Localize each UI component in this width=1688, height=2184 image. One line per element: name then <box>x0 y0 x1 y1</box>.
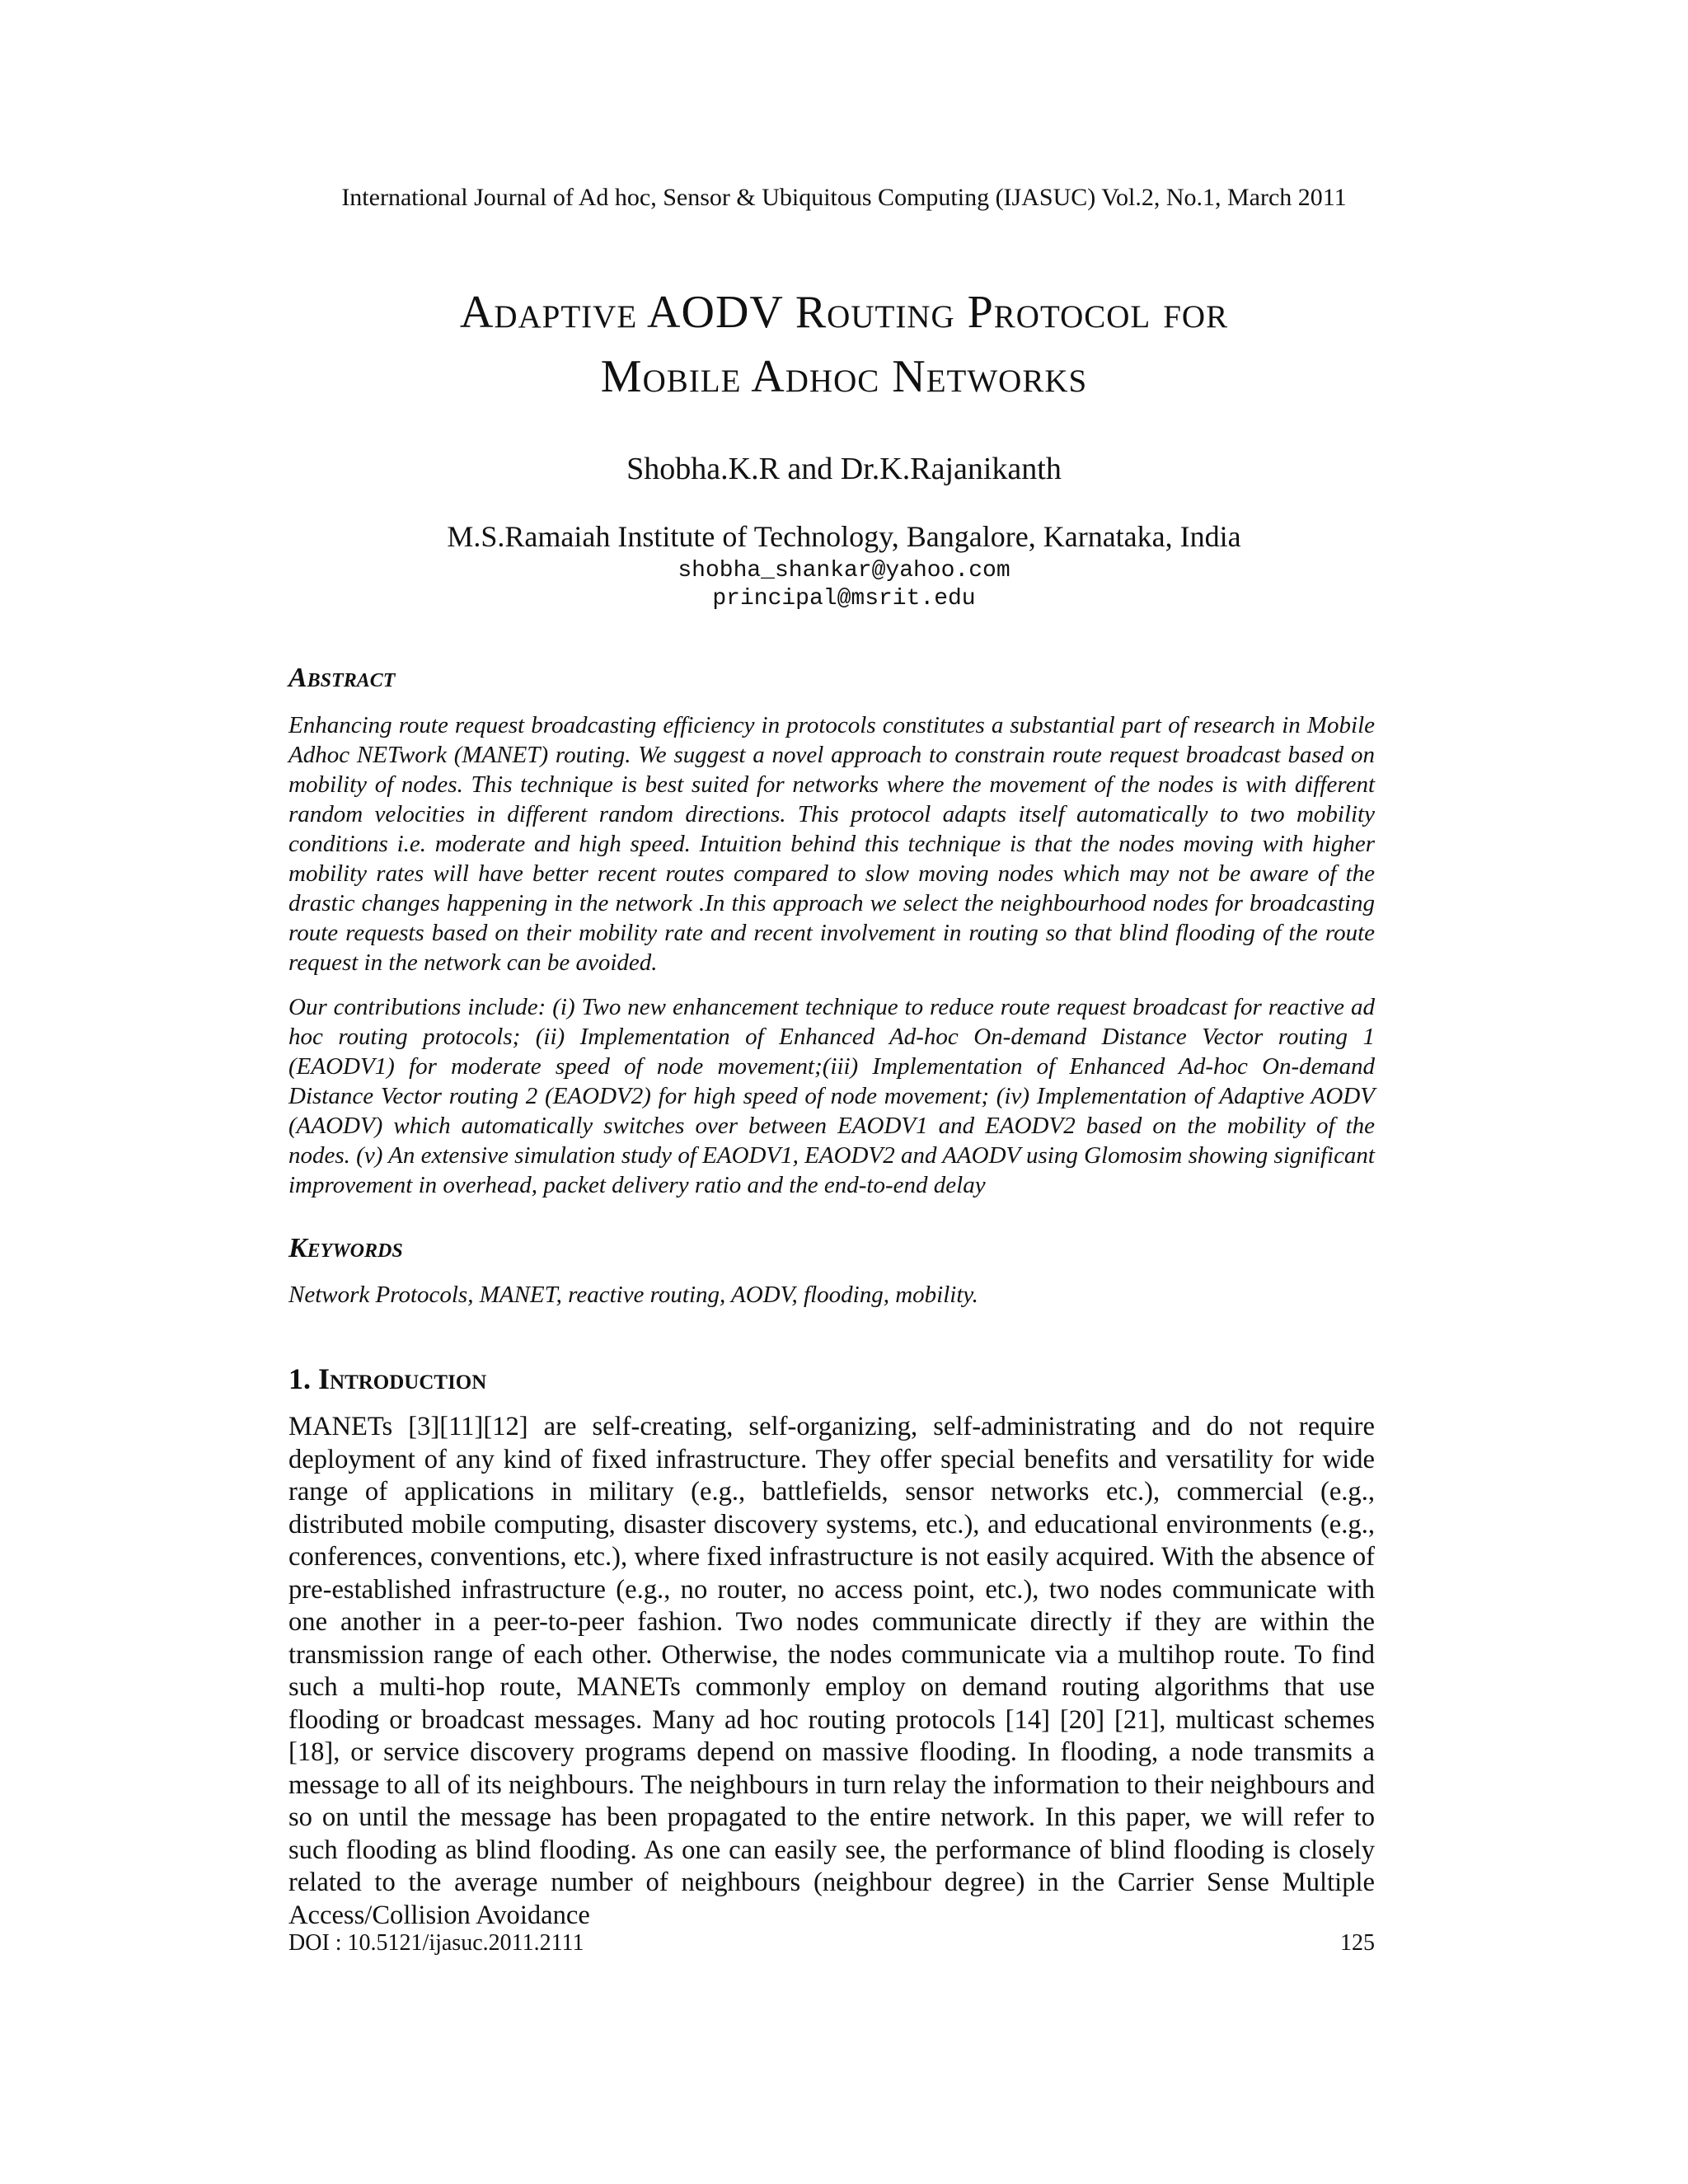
paper-title-line-2: Mobile Adhoc Networks <box>600 351 1088 402</box>
page-number: 125 <box>1340 1930 1375 1956</box>
author-email-1: shobha_shankar@yahoo.com <box>678 558 1010 583</box>
authors: Shobha.K.R and Dr.K.Rajanikanth <box>626 452 1062 486</box>
paper-title <box>0 280 1688 409</box>
doi-footer: DOI : 10.5121/ijasuc.2011.2111 <box>288 1930 584 1956</box>
abstract-paragraph-2: Our contributions include: (i) Two new enhancement technique to reduce route request broadcast for reactive ad hoc routing protocols; (ii) Implementation of Enhanced Ad-hoc On-demand Distance Vector routing 1 (EAODV1) for moderate speed of node movement;(iii) Implementation of Enhanced Ad-hoc On-demand Distance Vector routing 2 (EAODV2) for high speed of node movement; (iv) Implementation of Adaptive AODV (AAODV) which automatically switches over between EAODV1 and EAODV2 based on the mobility of the nodes. (v) An extensive simulation study of EAODV1, EAODV2 and AAODV using Glomosim showing significant improvement in overhead, packet delivery ratio and the end-to-end delay <box>288 994 1375 1198</box>
abstract-heading: Abstract <box>288 663 396 693</box>
author-email-2: principal@msrit.edu <box>712 586 976 612</box>
paper-title-line-1: Adaptive AODV Routing Protocol for <box>459 287 1229 338</box>
affiliation: M.S.Ramaiah Institute of Technology, Bangalore, Karnataka, India <box>447 520 1241 553</box>
running-header: International Journal of Ad hoc, Sensor & Ubiquitous Computing (IJASUC) Vol.2, No.1, March 2011 <box>341 184 1347 211</box>
introduction-paragraph: MANETs [3][11][12] are self-creating, self-organizing, self-administrating and do not require deployment of any kind of fixed infrastructure. They offer special benefits and versatility for wide range of applications in military (e.g., battlefields, sensor networks etc.), commercial (e.g., distributed mobile computing, disaster discovery systems, etc.), and educational environments (e.g., conferences, conventions, etc.), where fixed infrastructure is not easily acquired. With the absence of pre-established infrastructure (e.g., no router, no access point, etc.), two nodes communicate with one another in a peer-to-peer fashion. Two nodes communicate directly if they are within the transmission range of each other. Otherwise, the nodes communicate via a multihop route. To find such a multi-hop route, MANETs commonly employ on demand routing algorithms that use flooding or broadcast messages. Many ad hoc routing protocols [14] [20] [21], multicast schemes [18], or service discovery programs depend on massive flooding. In flooding, a node transmits a message to all of its neighbours. The neighbours in turn relay the information to their neighbours and so on until the message has been propagated to the entire network. In this paper, we will refer to such flooding as blind flooding. As one can easily see, the performance of blind flooding is closely related to the average number of neighbours (neighbour degree) in the Carrier Sense Multiple Access/Collision Avoidance <box>288 1412 1375 1930</box>
keywords-text: Network Protocols, MANET, reactive routing, AODV, flooding, mobility. <box>288 1282 978 1308</box>
keywords-heading: Keywords <box>288 1233 403 1263</box>
abstract-paragraph-1: Enhancing route request broadcasting efficiency in protocols constitutes a substantial part of research in Mobile Adhoc NETwork (MANET) routing. We suggest a novel approach to constrain route request broadcast based on mobility of nodes. This technique is best suited for networks where the movement of the nodes is with different random velocities in different random directions. This protocol adapts itself automatically to two mobility conditions i.e. moderate and high speed. Intuition behind this technique is that the nodes moving with higher mobility rates will have better recent routes compared to slow moving nodes which may not be aware of the drastic changes happening in the network .In this approach we select the neighbourhood nodes for broadcasting route requests based on their mobility rate and recent involvement in routing so that blind flooding of the route request in the network can be avoided. <box>288 712 1375 976</box>
introduction-heading: 1. Introduction <box>288 1362 487 1395</box>
